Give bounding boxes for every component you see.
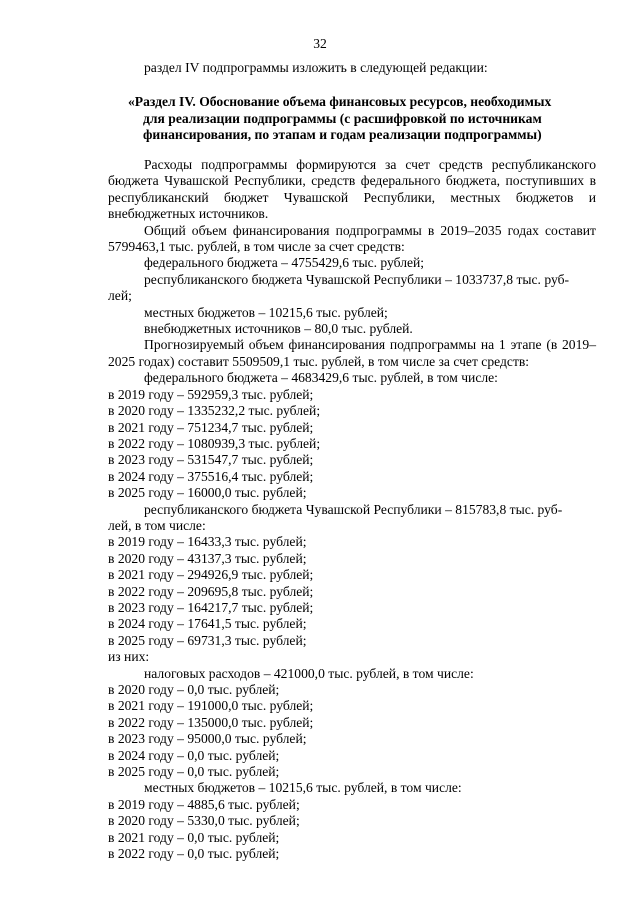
list-item: в 2020 году – 43137,3 тыс. рублей; <box>108 550 307 566</box>
federal-total: федерального бюджета – 4755429,6 тыс. рублей; <box>144 255 425 271</box>
list-item: в 2024 году – 17641,5 тыс. рублей; <box>108 616 307 632</box>
intro-line: раздел IV подпрограммы изложить в следующей редакции: <box>144 60 488 75</box>
republic-years-list <box>108 534 596 649</box>
federal-years-list <box>108 387 596 502</box>
republic-total-cont: лей; <box>108 288 132 304</box>
list-item: в 2021 году – 751234,7 тыс. рублей; <box>108 419 314 435</box>
list-item: в 2023 году – 95000,0 тыс. рублей; <box>108 731 307 747</box>
paragraph-stage-1: Прогнозируемый объем финансирования подпрограммы на 1 этапе (в 2019–2025 годах) составит 5509509,1 тыс. рублей, в том числе за счет средств: <box>108 337 596 369</box>
list-item: в 2025 году – 0,0 тыс. рублей; <box>108 764 280 780</box>
extra-total: внебюджетных источников – 80,0 тыс. рублей. <box>144 321 413 337</box>
list-item: в 2020 году – 5330,0 тыс. рублей; <box>108 813 300 829</box>
list-item: в 2022 году – 209695,8 тыс. рублей; <box>108 583 314 599</box>
list-item: в 2022 году – 135000,0 тыс. рублей; <box>108 714 314 730</box>
of-them-label: из них: <box>108 649 150 665</box>
republic-total: республиканского бюджета Чувашской Республики – 1033737,8 тыс. руб- <box>144 271 570 287</box>
heading-line-3: финансирования, по этапам и годам реализации подпрограммы) <box>143 127 542 143</box>
paragraph-sources: Расходы подпрограммы формируются за счет средств республиканского бюджета Чувашской Республики, средств федерального бюджета, поступивших в республиканский бюджет Чувашской Республики, местных бюджетов и внебюджетных источников. <box>108 157 596 222</box>
list-item: в 2023 году – 531547,7 тыс. рублей; <box>108 452 314 468</box>
list-item: в 2019 году – 4885,6 тыс. рублей; <box>108 796 300 812</box>
local-stage: местных бюджетов – 10215,6 тыс. рублей, в том числе: <box>144 780 462 796</box>
list-item: в 2019 году – 16433,3 тыс. рублей; <box>108 534 307 550</box>
list-item: в 2021 году – 0,0 тыс. рублей; <box>108 829 280 845</box>
tax-years-list <box>108 682 596 780</box>
heading-line-1: «Раздел IV. Обоснование объема финансовых ресурсов, необходимых <box>128 94 552 109</box>
page-number: 32 <box>313 36 327 51</box>
local-total: местных бюджетов – 10215,6 тыс. рублей; <box>144 304 388 320</box>
list-item: в 2025 году – 16000,0 тыс. рублей; <box>108 485 307 501</box>
list-item: в 2024 году – 375516,4 тыс. рублей; <box>108 468 314 484</box>
republic-stage-cont: лей, в том числе: <box>108 517 206 533</box>
list-item: в 2021 году – 191000,0 тыс. рублей; <box>108 698 314 714</box>
list-item: в 2020 году – 1335232,2 тыс. рублей; <box>108 403 321 419</box>
list-item: в 2019 году – 592959,3 тыс. рублей; <box>108 386 314 402</box>
list-item: в 2024 году – 0,0 тыс. рублей; <box>108 747 280 763</box>
body-text <box>108 157 596 862</box>
heading-line-2: для реализации подпрограммы (с расшифровкой по источникам <box>143 110 542 126</box>
list-item: в 2025 году – 69731,3 тыс. рублей; <box>108 632 307 648</box>
list-item: в 2022 году – 0,0 тыс. рублей; <box>108 846 280 862</box>
federal-stage: федерального бюджета – 4683429,6 тыс. рублей, в том числе: <box>144 370 498 386</box>
paragraph-total: Общий объем финансирования подпрограммы в 2019–2035 годах составит 5799463,1 тыс. рублей, в том числе за счет средств: <box>108 222 596 255</box>
list-item: в 2023 году – 164217,7 тыс. рублей; <box>108 599 314 615</box>
list-item: в 2021 году – 294926,9 тыс. рублей; <box>108 567 314 583</box>
tax-expenses: налоговых расходов – 421000,0 тыс. рублей, в том числе: <box>144 665 474 681</box>
list-item: в 2020 году – 0,0 тыс. рублей; <box>108 682 280 697</box>
local-years-list <box>108 797 596 863</box>
section-heading <box>108 94 600 144</box>
republic-stage: республиканского бюджета Чувашской Республики – 815783,8 тыс. руб- <box>144 501 563 517</box>
list-item: в 2022 году – 1080939,3 тыс. рублей; <box>108 435 321 451</box>
